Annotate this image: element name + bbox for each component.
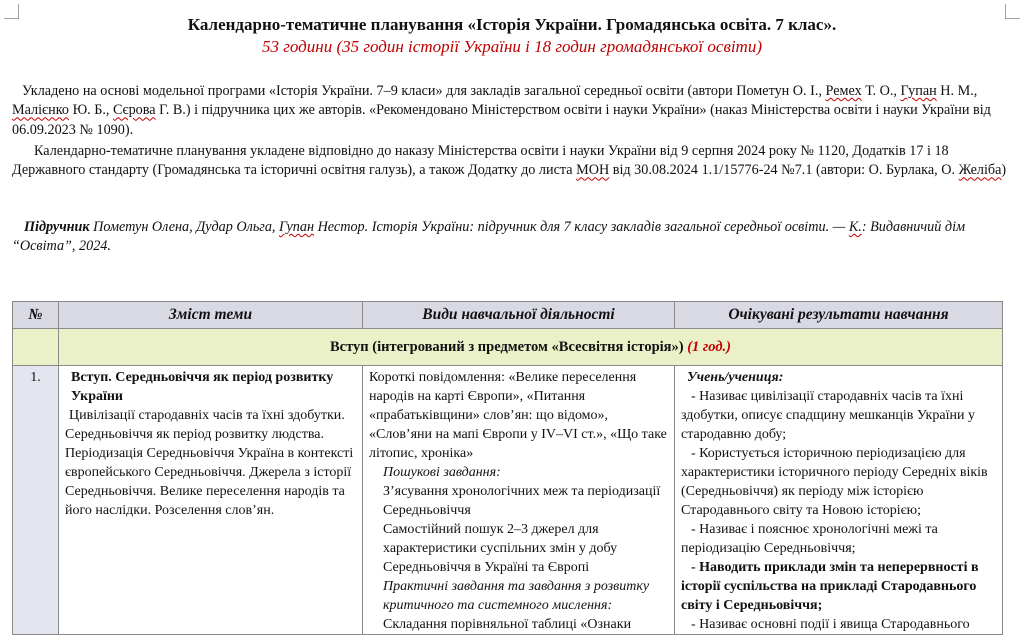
text-run: : Видавничий дім “Освіта”, 2024. [12,219,966,255]
planning-table [12,301,1003,635]
spellcheck-word: Желіба [958,162,1002,179]
spellcheck-word: Ремех [825,83,862,99]
table-row [13,366,1003,635]
textbook-reference [12,218,1012,257]
activity-heading: Практичні завдання та завдання з розвитку критичного та системного мислення: [383,579,650,613]
text-run: Н. М., [936,83,978,99]
result-item: - Користується історичною періодизацією для характеристики історичного періоду Середніх віків (Середньовіччя) як періоду між історією Стародавнього світу та Новою історією; [681,446,988,518]
spellcheck-word: Малієнко [12,102,70,119]
spellcheck-word: К. [848,219,862,235]
text-run: Т. О., [861,83,901,99]
row-number: 1. [13,366,59,635]
result-item: - Наводить приклади змін та неперервності в історії суспільства на прикладі Стародавнього світу і Середньовіччя; [681,560,979,613]
column-header-activities: Види навчальної діяльності [363,302,675,329]
spellcheck-word: МОН [576,162,610,179]
result-item: - Називає цивілізації стародавніх часів та їхні здобутки, описує спадщину мешканців України у стародавню добу; [681,389,975,442]
text-run: Нестор. Історія України: підручник для 7 класу закладів загальної середньої освіти. — [314,219,849,235]
document-title: Календарно-тематичне планування «Історія України. Громадянська освіта. 7 клас». [187,15,837,34]
column-header-number: № [13,302,59,329]
section-title: Вступ (інтегрований з предметом «Всесвітня історія») [330,338,684,355]
topic-title: Вступ. Середньовіччя як період розвитку України [71,370,334,404]
activities-cell [363,366,675,635]
results-cell [675,366,1003,635]
intro-paragraph-order [12,142,1012,181]
results-heading: Учень/учениця: [687,370,784,385]
column-header-results: Очікувані результати навчання [675,302,1003,329]
text-run: ) [1001,162,1007,179]
text-run: Пометун Олена, Дудар Ольга, [89,219,280,235]
spellcheck-word: Сєрова [113,102,156,119]
text-run: Г. В.) і підручника цих же авторів. «Рекомендовано Міністерством освіти і науки України» (наказ Міністерства освіти і науки України від 06.09.2023 № 1090). [12,102,991,138]
topic-cell [59,366,363,635]
result-item: - Називає і пояснює хронологічні межі та періодизацію Середньовіччя; [681,522,938,556]
activity-item: З’ясування хронологічних меж та періодизації Середньовіччя [383,484,661,518]
section-row [13,329,1003,366]
section-title-cell [59,329,1003,366]
document-header [0,14,1024,58]
text-run: Укладено на основі модельної програми «Історія України. 7–9 класи» для закладів загальної середньої освіти (автори Пометун О. І., [22,83,826,99]
activity-item: Короткі повідомлення: «Велике переселення народів на карті Європи», «Питання «прабатьківщини» слов’ян: що відомо», «Слов’яни на мапі Європи у IV–VI ст.», «Що таке літопис, хроніка» [369,370,667,461]
activity-item: Самостійний пошук 2–3 джерел для характеристики суспільних змін у добу Середньовіччя в Україні та Європі [383,522,618,575]
topic-text: Цивілізації стародавніх часів та їхні здобутки. Середньовіччя як період розвитку людства. Періодизація Середньовіччя Україна в контексті європейського Середньовіччя. Джерела з історії Середньовіччя. Велике переселення народів та його наслідки. Розселення слов’ян. [65,408,354,518]
text-run: Ю. Б., [69,102,114,119]
textbook-label: Підручник [24,219,90,235]
text-run: Календарно-тематичне планування укладене відповідно до наказу Міністерства освіти і науки України від 9 серпня 2024 року № 1120, Додатків 17 і 18 Державного стандарту (Громадянська та історичні освітня галузь), а також Додатку до листа [12,143,949,179]
activity-item: Складання порівняльної таблиці «Ознаки [383,617,632,632]
document-subtitle: 53 години (35 годин історії України і 18 годин громадянської освіти) [262,37,762,56]
section-hours: (1 год.) [687,338,731,355]
column-header-topic: Зміст теми [59,302,363,329]
table-header-row [13,302,1003,329]
activity-heading: Пошукові завдання: [383,465,501,480]
text-run: від 30.08.2024 1.1/15776-24 №7.1 (автори: О. Бурлака, О. [609,162,959,179]
result-item: - Називає основні події і явища Стародавнього [691,617,970,632]
spellcheck-word: Гупан [279,219,315,235]
section-number-cell [13,329,59,366]
intro-paragraph-program [12,82,1012,140]
spellcheck-word: Гупан [900,83,937,99]
